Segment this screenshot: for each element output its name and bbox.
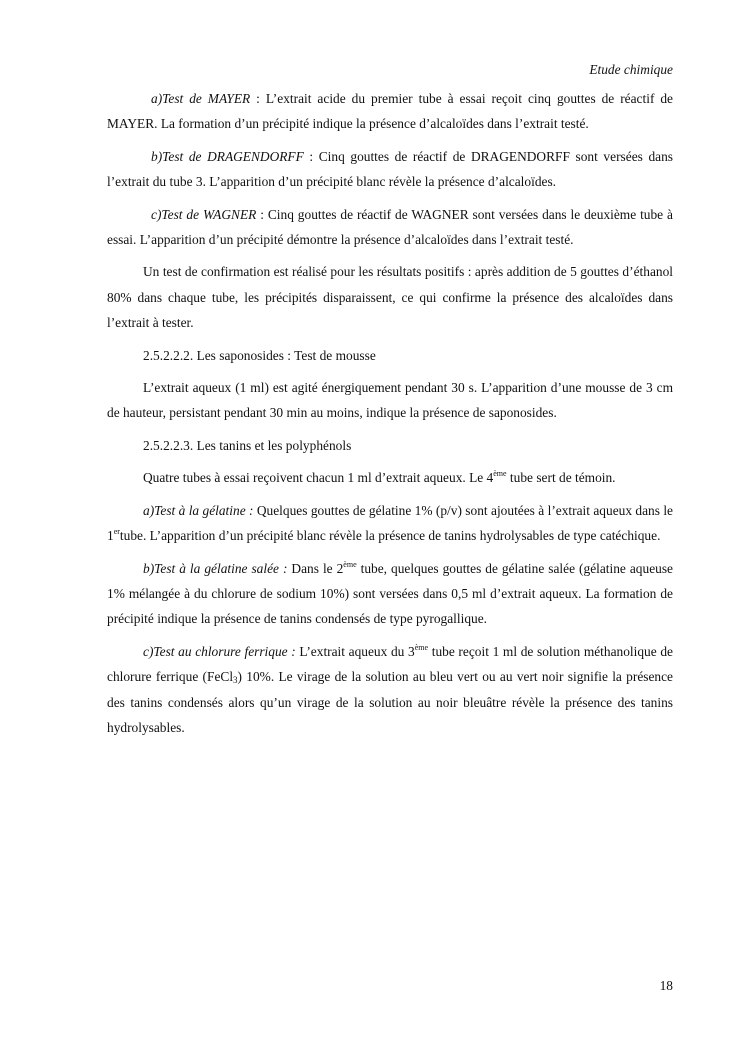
paragraph-text: : L’extrait acide du premier tube à essai reçoit cinq gouttes de réactif de MAYER. La formation d’un précipité indique la présence d’alcaloïdes dans l’extrait testé. (107, 91, 674, 132)
superscript: ème (414, 642, 429, 652)
paragraph-gelatine (107, 498, 673, 549)
subscript: 3 (233, 675, 238, 686)
test-label-chlorure-ferrique: c)Test au chlorure ferrique : (143, 643, 296, 659)
paragraph-dragendorff (107, 144, 673, 195)
paragraph-confirmation: Un test de confirmation est réalisé pour les résultats positifs : après addition de 5 gouttes d’éthanol 80% dans chaque tube, les précipités disparaissent, ce qui confirme la présence des alcaloïdes dans l’extrait à tester. (107, 264, 673, 331)
paragraph-text: Dans le 2 (287, 560, 344, 576)
paragraph-gelatine-salee (107, 556, 673, 632)
paragraph-wagner (107, 202, 673, 253)
paragraph-chlorure-ferrique (107, 639, 673, 741)
running-header: Etude chimique (589, 62, 673, 77)
paragraph-text: tube sert de témoin. (506, 470, 616, 486)
test-label-wagner: c)Test de WAGNER (151, 206, 257, 222)
section-heading-saponosides: 2.5.2.2.2. Les saponosides : Test de mousse (143, 347, 376, 363)
test-label-gelatine-salee: b)Test à la gélatine salée : (143, 560, 288, 576)
page-number: 18 (659, 978, 673, 993)
paragraph-text: ) 10%. Le virage de la solution au bleu vert ou au vert noir signifie la présence des tanins condensés alors qu’un virage de la solution au noir bleuâtre révèle la présence des tanins hydrolysables. (107, 669, 673, 735)
paragraph-text: : Cinq gouttes de réactif de DRAGENDORFF sont versées dans l’extrait du tube 3. L’apparition d’un précipité blanc révèle la présence d’alcaloïdes. (107, 148, 673, 190)
superscript: ème (343, 559, 357, 569)
body-text (107, 86, 673, 747)
superscript: er (113, 527, 120, 537)
paragraph-saponosides: L’extrait aqueux (1 ml) est agité énergiquement pendant 30 s. L’apparition d’une mousse de 3 cm de hauteur, persistant pendant 30 min au moins, indique la présence de saponosides. (107, 380, 673, 421)
paragraph-text: Quelques gouttes de gélatine 1% (p/v) sont ajoutées à l’extrait aqueux dans le 1 (107, 502, 673, 544)
paragraph-text: Quatre tubes à essai reçoivent chacun 1 ml d’extrait aqueux. Le 4 (143, 470, 494, 486)
test-label-mayer: a)Test de MAYER (151, 91, 251, 106)
paragraph-text: L’extrait aqueux du 3 (295, 643, 415, 659)
paragraph-text: tube. L’apparition d’un précipité blanc révèle la présence de tanins hydrolysables de type catéchique. (119, 528, 661, 544)
paragraph-tanins-intro (107, 465, 673, 490)
section-heading-tanins: 2.5.2.2.3. Les tanins et les polyphénols (143, 437, 352, 453)
paragraph-text: tube reçoit 1 ml de solution méthanolique de chlorure ferrique (FeCl (107, 643, 673, 685)
test-label-gelatine: a)Test à la gélatine : (143, 502, 254, 518)
test-label-dragendorff: b)Test de DRAGENDORFF (151, 148, 304, 164)
superscript: ème (493, 469, 507, 479)
paragraph-text: tube, quelques gouttes de gélatine salée (gélatine aqueuse 1% mélangée à du chlorure de sodium 10%) sont versées dans 0,5 ml d’extrait aqueux. La formation de précipité indique la présence de tanins condensés de type pyrogallique. (107, 560, 673, 627)
paragraph-text: : Cinq gouttes de réactif de WAGNER sont versées dans le deuxième tube à essai. L’apparition d’un précipité démontre la présence d’alcaloïdes dans l’extrait testé. (107, 206, 673, 248)
paragraph-mayer (107, 86, 673, 137)
